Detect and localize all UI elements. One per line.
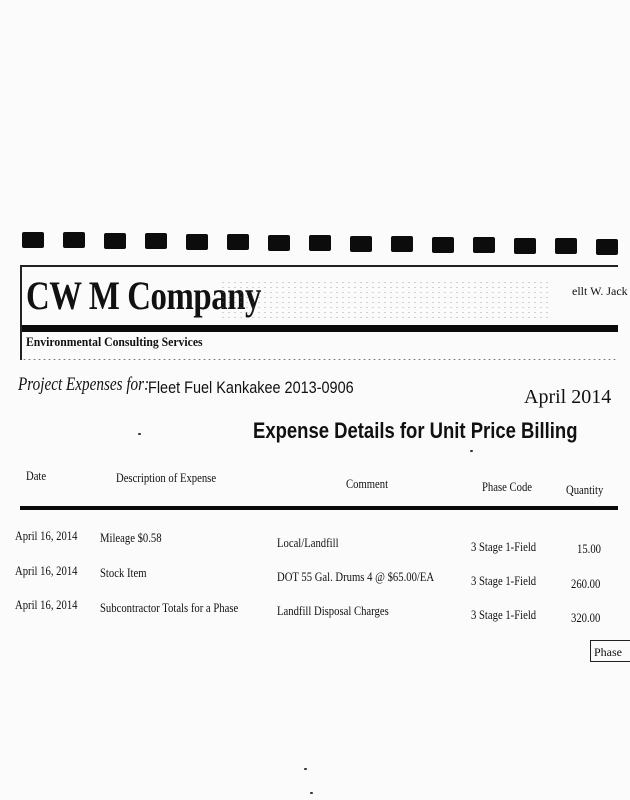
cell-comment: Landfill Disposal Charges: [277, 603, 389, 618]
letterhead-scan-noise: [220, 280, 550, 320]
punch-hole: [186, 234, 208, 250]
project-name: Fleet Fuel Kankakee 2013-0906: [148, 378, 354, 397]
punch-hole: [22, 232, 44, 248]
column-header-description: Description of Expense: [116, 470, 217, 485]
punch-hole: [432, 237, 454, 253]
cell-phase-code: 3 Stage 1-Field: [471, 573, 537, 588]
scan-speck: [310, 792, 313, 794]
cell-description: Subcontractor Totals for a Phase: [100, 600, 239, 615]
column-header-quantity: Quantity: [566, 482, 604, 497]
cell-quantity: 320.00: [571, 610, 601, 625]
project-label: Project Expenses for:: [18, 374, 150, 395]
cell-date: April 16, 2014: [15, 597, 78, 612]
punch-hole-strip: [22, 232, 622, 262]
table-header-rule: [20, 506, 618, 510]
company-address-fragment: ellt W. Jack: [572, 284, 628, 298]
report-heading: Expense Details for Unit Price Billing: [253, 418, 578, 443]
cell-description: Mileage $0.58: [100, 530, 162, 545]
punch-hole: [473, 237, 495, 253]
cell-date: April 16, 2014: [15, 528, 78, 543]
cell-quantity: 260.00: [571, 576, 601, 591]
column-header-phase-code: Phase Code: [482, 479, 533, 494]
report-period: April 2014: [524, 386, 612, 408]
phase-total-box: Phase: [590, 640, 630, 662]
punch-hole: [309, 235, 331, 251]
punch-hole: [268, 235, 290, 251]
punch-hole: [227, 234, 249, 250]
punch-hole: [555, 238, 577, 254]
cell-comment: Local/Landfill: [277, 535, 339, 550]
punch-hole: [350, 236, 372, 252]
cell-quantity: 15.00: [577, 541, 601, 556]
cell-phase-code: 3 Stage 1-Field: [471, 607, 537, 622]
letterhead-left-border: [20, 265, 22, 360]
letterhead-dotted-rule: [22, 358, 618, 361]
letterhead-top-border: [20, 265, 618, 267]
punch-hole: [391, 236, 413, 252]
cell-description: Stock Item: [100, 565, 147, 580]
punch-hole: [63, 232, 85, 248]
punch-hole: [514, 238, 536, 254]
letterhead-rule: [22, 325, 618, 332]
cell-comment: DOT 55 Gal. Drums 4 @ $65.00/EA: [277, 569, 435, 584]
column-header-date: Date: [26, 468, 47, 483]
cell-date: April 16, 2014: [15, 563, 78, 578]
scan-speck: [138, 433, 141, 435]
punch-hole: [145, 233, 167, 249]
punch-hole: [104, 233, 126, 249]
column-header-comment: Comment: [346, 476, 389, 491]
scan-speck: [470, 450, 473, 452]
cell-phase-code: 3 Stage 1-Field: [471, 539, 537, 554]
company-name: CW M Company: [26, 273, 262, 318]
scan-speck: [304, 768, 307, 770]
company-services: Environmental Consulting Services: [26, 334, 203, 349]
punch-hole: [596, 239, 618, 255]
